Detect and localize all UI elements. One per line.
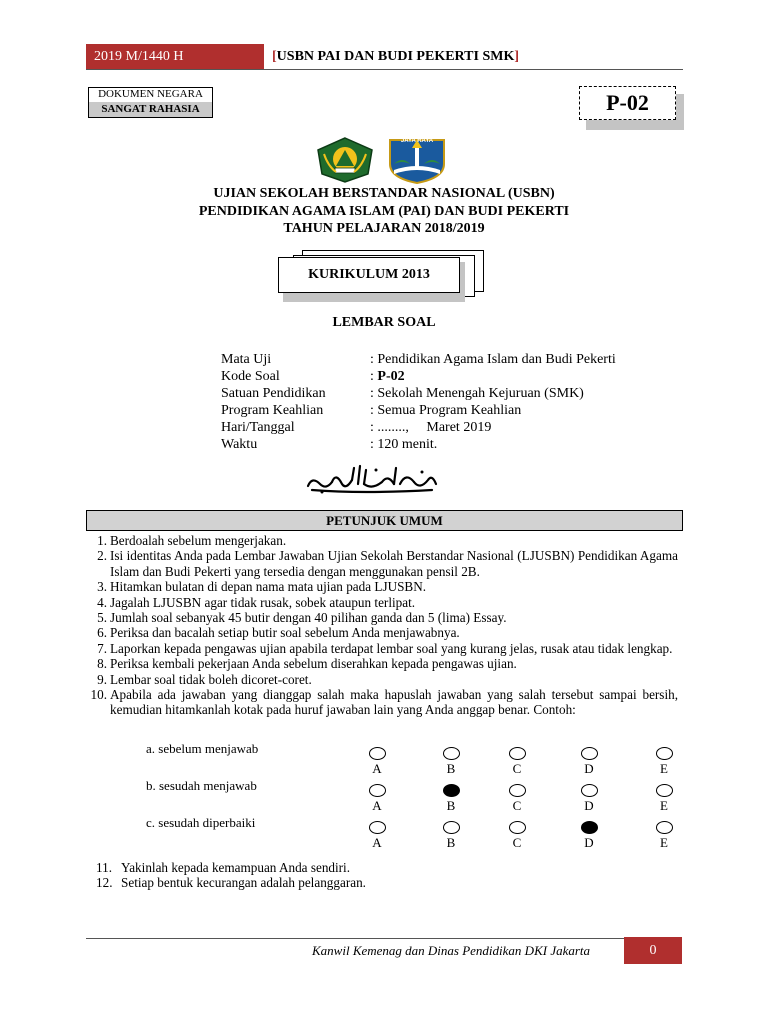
example-label: b. sesudah menjawab — [146, 778, 257, 793]
list-item-number: 6. — [97, 625, 107, 641]
info-colon: : — [370, 352, 378, 367]
list-item — [86, 548, 678, 579]
answer-bubble-c — [509, 747, 526, 760]
list-item — [86, 656, 678, 671]
page-number: 0 — [624, 937, 682, 964]
list-item-text: Jumlah soal sebanyak 45 butir dengan 40 pilihan ganda dan 5 (lima) Essay. — [110, 610, 507, 626]
answer-option-label: D — [584, 798, 594, 813]
answer-option-label: C — [512, 835, 522, 850]
list-item-text: Jagalah LJUSBN agar tidak rusak, sobek ataupun terlipat. — [110, 594, 416, 610]
info-key: Satuan Pendidikan — [221, 386, 326, 401]
list-item-text: Setiap bentuk kecurangan adalah pelanggaran. — [121, 875, 366, 891]
answer-option-label: E — [660, 798, 668, 813]
bracket-close: ] — [514, 49, 520, 64]
exam-code-box: P-02 — [579, 86, 676, 120]
info-value: 120 menit. — [377, 437, 438, 452]
answer-option-label: C — [512, 761, 522, 776]
list-item-text: Yakinlah kepada kemampuan Anda sendiri. — [121, 860, 351, 875]
classification-line1: DOKUMEN NEGARA — [98, 88, 203, 100]
answer-bubble-e — [656, 784, 673, 797]
info-key: Program Keahlian — [221, 403, 324, 418]
info-value-row — [370, 436, 437, 453]
bismillah-calligraphy-icon — [302, 462, 442, 496]
curriculum-label: KURIKULUM 2013 — [278, 257, 460, 293]
info-value: Semua Program Keahlian — [377, 403, 522, 418]
footer-text: Kanwil Kemenag dan Dinas Pendidikan DKI Jakarta — [312, 943, 591, 958]
title-line-3: TAHUN PELAJARAN 2018/2019 — [283, 221, 485, 236]
sheet-title: LEMBAR SOAL — [332, 315, 436, 330]
answer-bubble-d — [581, 821, 598, 834]
header-rule — [86, 69, 683, 70]
list-item-text: Laporkan kepada pengawas ujian apabila terdapat lembar soal yang kurang jelas, rusak atau tidak lengkap. — [110, 640, 673, 656]
list-item — [86, 687, 678, 718]
header-title-text: USBN PAI DAN BUDI PEKERTI SMK — [276, 49, 515, 64]
list-item-number: 5. — [97, 610, 107, 626]
title-line-1: UJIAN SEKOLAH BERSTANDAR NASIONAL (USBN) — [213, 186, 555, 201]
info-value: P-02 — [377, 369, 405, 384]
instructions-tail-list — [96, 860, 676, 891]
list-item — [86, 641, 678, 656]
list-item-text: Isi identitas Anda pada Lembar Jawaban Ujian Sekolah Berstandar Nasional (LJUSBN) Pendidikan Agama Islam dan Budi Pekerti yang tersedia dengan menggunakan pensil 2B. — [110, 548, 678, 579]
list-item-text: Periksa dan bacalah setiap butir soal sebelum Anda menjawabnya. — [110, 625, 460, 641]
jakarta-emblem-text: JAYA RAYA — [400, 138, 434, 144]
answer-bubble-a — [369, 821, 386, 834]
answer-bubble-d — [581, 747, 598, 760]
info-value-row — [370, 351, 616, 368]
list-item-text: Periksa kembali pekerjaan Anda sebelum diserahkan kepada pengawas ujian. — [110, 656, 517, 672]
answer-bubble-b — [443, 784, 460, 797]
example-label: c. sesudah diperbaiki — [146, 815, 256, 830]
list-item-text: Lembar soal tidak boleh dicoret-coret. — [110, 671, 312, 687]
info-value-row — [370, 402, 521, 419]
footer-rule — [86, 938, 626, 939]
info-key: Waktu — [221, 437, 258, 452]
list-item-text: Apabila ada jawaban yang dianggap salah maka hapuslah jawaban yang salah tersebut sampai bersih, kemudian hitamkanlah kotak pada huruf jawaban lain yang Anda anggap benar. Contoh: — [110, 687, 678, 718]
answer-option-label: E — [660, 835, 668, 850]
kemenag-emblem-icon — [314, 136, 376, 184]
info-key: Hari/Tanggal — [221, 420, 295, 435]
answer-bubble-c — [509, 821, 526, 834]
bracket-open: [ — [272, 49, 277, 64]
answer-bubble-a — [369, 784, 386, 797]
answer-option-label: A — [372, 835, 382, 850]
list-item-number: 12. — [96, 875, 113, 891]
list-item — [86, 533, 678, 548]
example-label: a. sebelum menjawab — [146, 741, 259, 756]
answer-bubble-e — [656, 747, 673, 760]
list-item — [86, 610, 678, 625]
list-item — [96, 875, 676, 890]
info-value: Pendidikan Agama Islam dan Budi Pekerti — [377, 352, 616, 367]
answer-bubble-e — [656, 821, 673, 834]
header-year: 2019 M/1440 H — [86, 44, 264, 70]
answer-option-label: D — [584, 761, 594, 776]
answer-option-label: A — [372, 798, 382, 813]
answer-option-label: A — [372, 761, 382, 776]
list-item — [86, 595, 678, 610]
info-colon: : — [370, 403, 378, 418]
list-item-text: Hitamkan bulatan di depan nama mata ujian pada LJUSBN. — [110, 579, 427, 595]
list-item — [86, 672, 678, 687]
list-item-number: 4. — [97, 594, 107, 610]
list-item-number: 10. — [90, 687, 107, 703]
instructions-heading: PETUNJUK UMUM — [86, 510, 683, 531]
answer-option-label: B — [446, 835, 456, 850]
list-item-number: 9. — [97, 671, 107, 687]
answer-bubble-a — [369, 747, 386, 760]
answer-option-label: B — [446, 761, 456, 776]
list-item — [96, 860, 676, 875]
info-value: Sekolah Menengah Kejuruan (SMK) — [377, 386, 584, 401]
info-key: Mata Uji — [221, 352, 272, 367]
list-item — [86, 625, 678, 640]
answer-bubble-b — [443, 821, 460, 834]
list-item — [86, 579, 678, 594]
answer-bubble-b — [443, 747, 460, 760]
info-value-row — [370, 368, 405, 385]
info-value-row — [370, 419, 491, 436]
instructions-list — [86, 533, 678, 718]
info-colon: : — [370, 437, 378, 452]
title-line-2: PENDIDIKAN AGAMA ISLAM (PAI) DAN BUDI PEKERTI — [198, 204, 570, 219]
list-item-number: 8. — [97, 656, 107, 672]
list-item-number: 7. — [97, 640, 107, 656]
info-value-row — [370, 385, 584, 402]
info-colon: : — [370, 369, 378, 384]
answer-option-label: C — [512, 798, 522, 813]
info-colon: : — [370, 420, 378, 435]
list-item-text: Berdoalah sebelum mengerjakan. — [110, 533, 287, 548]
answer-bubble-c — [509, 784, 526, 797]
info-colon: : — [370, 386, 378, 401]
list-item-number: 3. — [97, 579, 107, 595]
info-value: ........, Maret 2019 — [377, 420, 492, 435]
list-item-number: 2. — [97, 548, 107, 564]
header-title — [272, 44, 519, 70]
answer-option-label: B — [446, 798, 456, 813]
answer-bubble-d — [581, 784, 598, 797]
answer-option-label: E — [660, 761, 668, 776]
list-item-number: 11. — [96, 860, 112, 875]
answer-option-label: D — [584, 835, 594, 850]
classification-line2: SANGAT RAHASIA — [89, 102, 212, 117]
list-item-number: 1. — [97, 533, 107, 548]
info-key: Kode Soal — [221, 369, 280, 384]
